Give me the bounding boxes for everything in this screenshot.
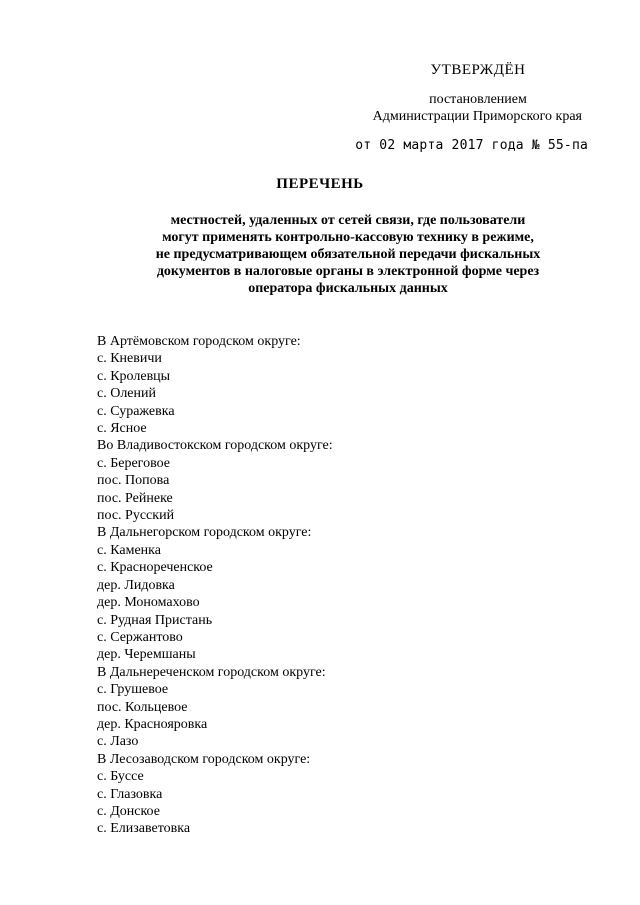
locality-list: [97, 333, 333, 838]
locality-item: пос. Попова: [97, 473, 170, 489]
locality-item: с. Рудная Пристань: [97, 612, 213, 628]
locality-item: дер. Черемшаны: [97, 647, 196, 663]
locality-item: с. Донское: [97, 803, 160, 819]
locality-item: пос. Русский: [97, 508, 175, 524]
locality-item: с. Сержантово: [97, 629, 183, 645]
decree-reference: от 02 марта 2017 года № 55-па: [355, 138, 588, 153]
approved-heading: УТВЕРЖДЁН: [430, 62, 526, 78]
locality-item: с. Ясное: [97, 421, 147, 437]
district-heading: Во Владивостокском городском округе:: [97, 438, 333, 454]
approval-line-resolution: постановлением: [429, 92, 527, 107]
locality-item: дер. Краснояровка: [97, 716, 208, 732]
locality-item: с. Краснореченское: [97, 560, 213, 576]
locality-item: с. Суражевка: [97, 403, 175, 419]
district-heading: В Дальнереченском городском округе:: [97, 664, 326, 680]
district-heading: В Артёмовском городском округе:: [97, 334, 301, 349]
locality-item: с. Береговое: [97, 455, 170, 471]
locality-item: с. Елизаветовка: [97, 821, 191, 837]
district-heading: В Дальнегорском городском округе:: [97, 525, 312, 541]
locality-item: дер. Лидовка: [97, 577, 175, 593]
district-heading: В Лесозаводском городском округе:: [97, 751, 311, 767]
locality-item: с. Кролевцы: [97, 368, 171, 384]
locality-item: пос. Кольцевое: [97, 699, 188, 715]
locality-item: с. Олений: [97, 386, 157, 402]
approval-line-administration: Администрации Приморского края: [372, 109, 582, 124]
locality-item: с. Каменка: [97, 542, 161, 558]
locality-item: пос. Рейнеке: [97, 490, 173, 506]
locality-item: с. Глазовка: [97, 786, 163, 802]
subtitle-line: могут применять контрольно-кассовую технику в режиме,: [162, 230, 534, 245]
document-subtitle: [118, 212, 578, 297]
locality-item: с. Грушевое: [97, 682, 169, 698]
approval-block: [318, 60, 588, 153]
document-title: ПЕРЕЧЕНЬ: [276, 176, 364, 192]
locality-item: с. Буссе: [97, 769, 144, 785]
locality-item: с. Лазо: [97, 734, 139, 750]
locality-item: с. Кневичи: [97, 351, 162, 367]
subtitle-line: местностей, удаленных от сетей связи, где пользователи: [170, 213, 526, 228]
subtitle-line: не предусматривающем обязательной передачи фискальных: [155, 247, 541, 262]
locality-item: дер. Мономахово: [97, 595, 200, 611]
subtitle-line: документов в налоговые органы в электронной форме через: [156, 264, 540, 279]
subtitle-line: оператора фискальных данных: [248, 281, 448, 296]
